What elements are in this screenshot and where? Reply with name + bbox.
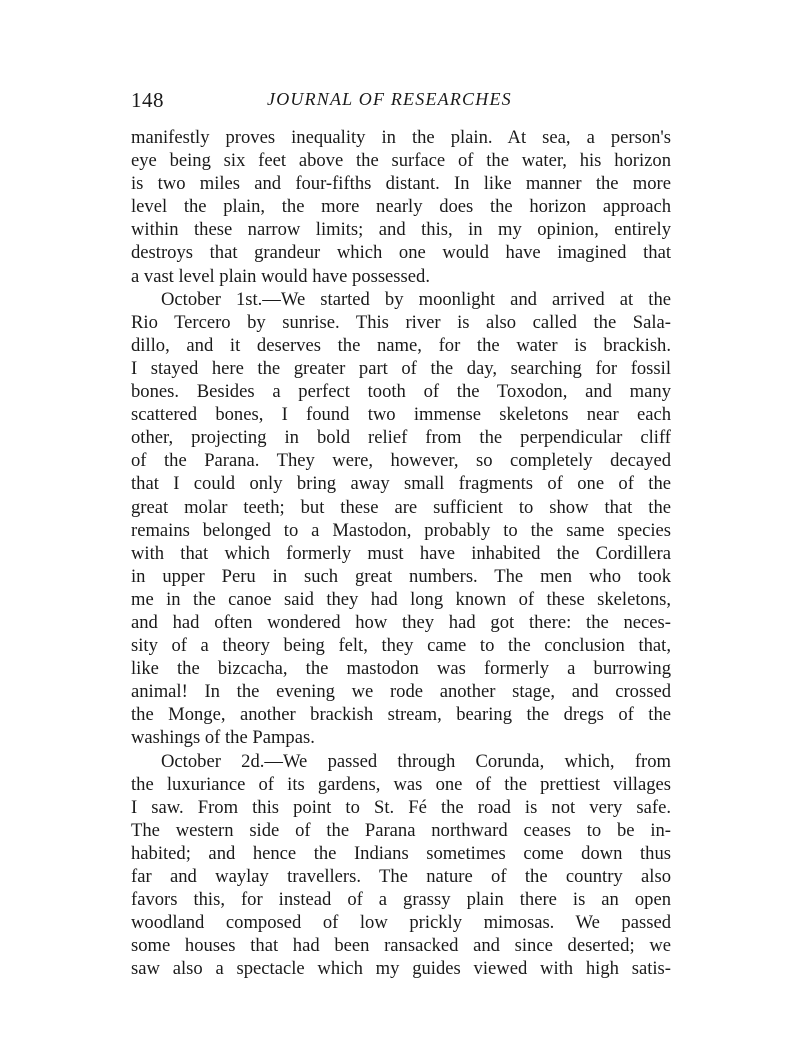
text-line: washings of the Pampas.: [131, 727, 315, 749]
text-line: bones. Besides a perfect tooth of the Toxodon, and many: [131, 381, 671, 403]
text-line: with that which formerly must have inhabited the Cordillera: [131, 542, 671, 564]
text-line: remains belonged to a Mastodon, probably to the same species: [131, 519, 671, 541]
text-line: some houses that had been ransacked and since deserted; we: [131, 935, 671, 957]
text-line: the luxuriance of its gardens, was one of the prettiest villages: [131, 773, 671, 795]
text-line: I stayed here the greater part of the day, searching for fossil: [131, 357, 671, 379]
text-line: scattered bones, I found two immense skeletons near each: [131, 404, 671, 426]
paragraph-first-line: October 2d.—We passed through Corunda, which, from: [161, 750, 671, 772]
text-line: favors this, for instead of a grassy plain there is an open: [131, 889, 671, 911]
text-line: animal! In the evening we rode another stage, and crossed: [131, 681, 671, 703]
text-line: like the bizcacha, the mastodon was formerly a burrowing: [131, 658, 671, 680]
text-line: The western side of the Parana northward ceases to be in-: [131, 819, 671, 841]
running-head: JOURNAL OF RESEARCHES: [267, 89, 512, 109]
body-text: [131, 126, 671, 980]
text-line: great molar teeth; but these are sufficient to show that the: [131, 496, 671, 518]
text-line: dillo, and it deserves the name, for the water is brackish.: [131, 334, 671, 356]
text-line: habited; and hence the Indians sometimes come down thus: [131, 842, 671, 864]
paragraph-first-line: October 1st.—We started by moonlight and arrived at the: [161, 288, 671, 310]
text-line: sity of a theory being felt, they came to the conclusion that,: [131, 635, 671, 657]
text-line: me in the canoe said they had long known of these skeletons,: [131, 588, 671, 610]
text-line: saw also a spectacle which my guides viewed with high satis-: [131, 958, 671, 980]
text-line: level the plain, the more nearly does the horizon approach: [131, 196, 671, 218]
text-line: the Monge, another brackish stream, bearing the dregs of the: [131, 704, 671, 726]
text-line: and had often wondered how they had got there: the neces-: [131, 611, 671, 633]
text-line: within these narrow limits; and this, in my opinion, entirely: [131, 219, 671, 241]
text-line: eye being six feet above the surface of the water, his horizon: [131, 150, 671, 172]
text-line: a vast level plain would have possessed.: [131, 265, 430, 287]
text-line: Rio Tercero by sunrise. This river is also called the Sala-: [131, 311, 671, 333]
text-line: is two miles and four-fifths distant. In like manner the more: [131, 173, 671, 195]
text-line: in upper Peru in such great numbers. The men who took: [131, 565, 671, 587]
text-line: woodland composed of low prickly mimosas. We passed: [131, 912, 671, 934]
text-line: destroys that grandeur which one would have imagined that: [131, 242, 671, 264]
text-line: of the Parana. They were, however, so completely decayed: [131, 450, 671, 472]
page-header: [131, 88, 671, 118]
text-line: manifestly proves inequality in the plain. At sea, a person's: [131, 127, 671, 148]
text-line: that I could only bring away small fragments of one of the: [131, 473, 671, 495]
text-line: far and waylay travellers. The nature of the country also: [131, 866, 671, 887]
text-line: I saw. From this point to St. Fé the road is not very safe.: [131, 796, 671, 818]
text-line: other, projecting in bold relief from the perpendicular cliff: [131, 427, 671, 449]
page-number: 148: [131, 88, 164, 112]
